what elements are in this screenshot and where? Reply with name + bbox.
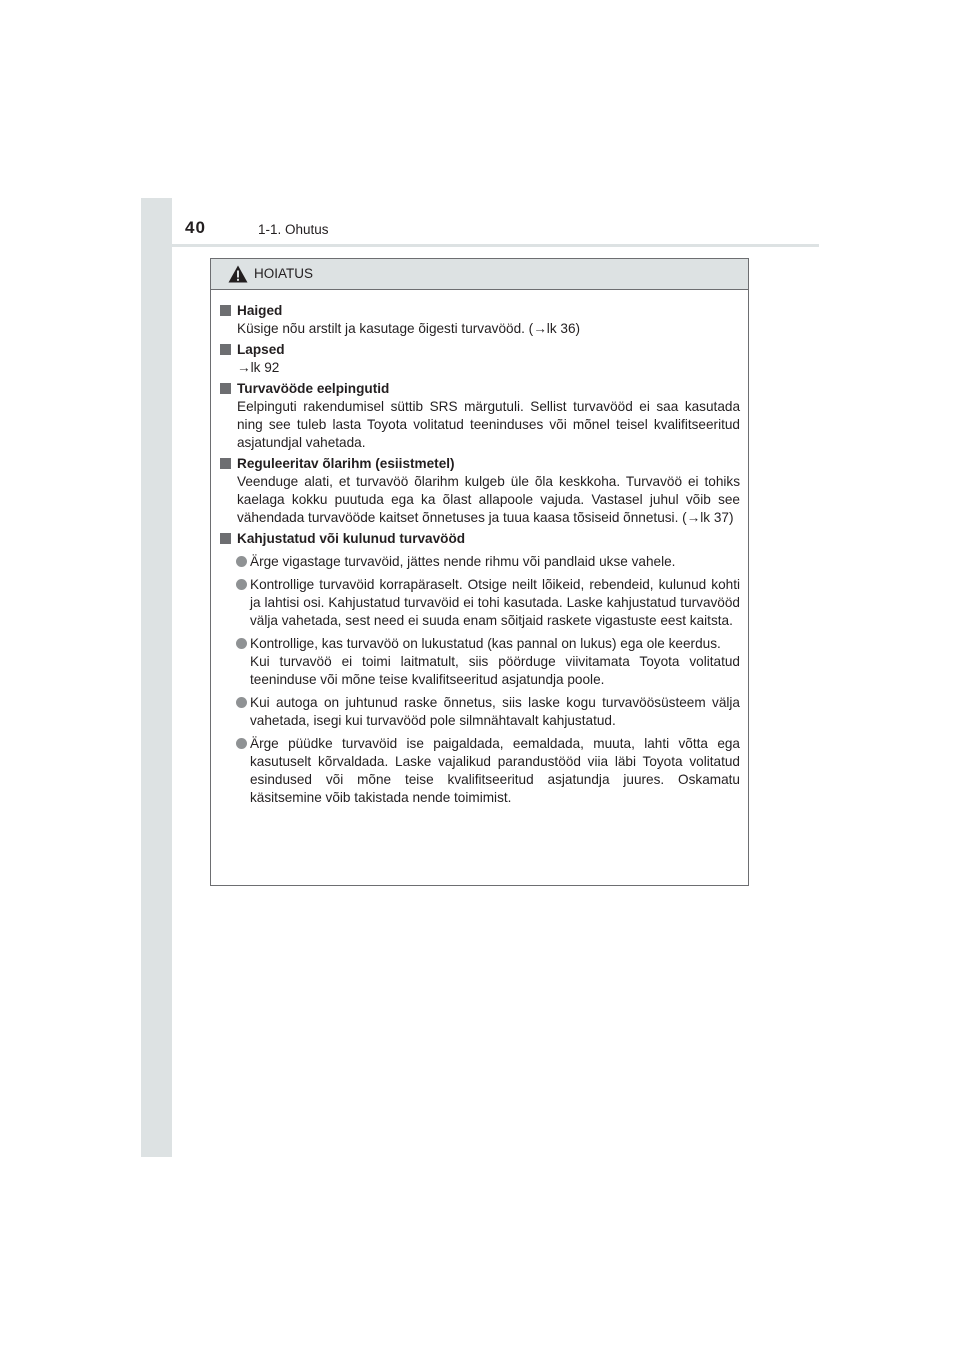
warning-box [210,258,749,886]
section-haiged [219,302,740,338]
section-heading: Kahjustatud või kulunud turvavööd [237,531,466,546]
warning-title: HOIATUS [254,266,314,281]
section-text: Küsige nõu arstilt ja kasutage õigesti turvavööd. (→lk 36) [237,321,581,336]
bullet-item [236,635,740,689]
round-bullet-icon [236,556,247,567]
square-bullet-icon [220,533,231,544]
bullet-item [236,553,740,571]
bullet-text: Kui autoga on juhtunud raske õnnetus, siis laske kogu turvavöösüsteem välja vahetada, isegi kui turvavööd pole silmnähtavalt kahjustatud. [250,695,740,728]
section-kahjustatud [219,530,740,807]
section-heading: Turvavööde eelpingutid [237,381,390,396]
bullet-item [236,576,740,630]
square-bullet-icon [220,305,231,316]
section-text: Veenduge alati, et turvavöö õlarihm kulgeb üle õla keskkoha. Turvavöö ei tohiks kaelaga kokku puutuda ega ka õlast allapoole vajuda. Vastasel juhul võib see vähendada turvavööde kaitset õnnetuses ja tuua kaasa tõsiseid õnnetusi. (→lk 37) [237,474,740,525]
bullet-text-continued: Kui turvavöö ei toimi laitmatult, siis pöörduge viivitamata Toyota volitatud teeninduse või mõne teise kvalifitseeritud asjatundja poole. [250,654,740,687]
bullet-text: Ärge vigastage turvavöid, jättes nende rihmu või pandlaid ukse vahele. [250,554,676,569]
bullet-text: Kontrollige, kas turvavöö on lukustatud (kas pannal on lukus) ega ole keerdus. [250,636,721,651]
round-bullet-icon [236,697,247,708]
round-bullet-icon [236,738,247,749]
bullet-item [236,735,740,807]
section-text: Eelpinguti rakendumisel süttib SRS märgutuli. Sellist turvavööd ei saa kasutada ning see tuleb lasta Toyota volitatud teeninduses või mõnel teisel kvalifitseeritud asjatundjal vahetada. [237,399,740,450]
bullet-item [236,694,740,730]
header-divider [172,244,819,247]
warning-header [211,259,748,290]
section-olarihm [219,455,740,527]
section-heading: Lapsed [237,342,285,357]
section-heading: Haiged [237,303,283,318]
page-number: 40 [185,218,206,237]
square-bullet-icon [220,458,231,469]
warning-body [211,290,748,807]
bullet-text: Kontrollige turvavöid korrapäraselt. Otsige neilt lõikeid, rebendeid, kulunud kohti ja lahtisi osi. Kahjustatud turvavöid ei tohi kasutada. Laske kahjustatud turvavööd välja vahetada, sest need ei suuda enam sõitjaid raskete vigastuste eest kaitsta. [250,577,740,628]
section-heading: Reguleeritav õlarihm (esiistmetel) [237,456,455,471]
section-eelpingutid [219,380,740,452]
bullet-text: Ärge püüdke turvavöid ise paigaldada, eemaldada, muuta, lahti võtta ega kasutuselt kõrvaldada. Laske vajalikud parandustööd viia läbi Toyota volitatud esindused või mõne teise kvalifitseeritud asjatundja juures. Oskamatu käsitsemine võib takistada nende toimimist. [250,736,740,805]
round-bullet-icon [236,638,247,649]
page-sidebar-band [141,198,172,1157]
warning-triangle-icon [228,265,248,283]
section-lapsed [219,341,740,377]
section-text: →lk 92 [237,360,280,375]
square-bullet-icon [220,383,231,394]
square-bullet-icon [220,344,231,355]
section-title: 1-1. Ohutus [258,222,329,237]
round-bullet-icon [236,579,247,590]
